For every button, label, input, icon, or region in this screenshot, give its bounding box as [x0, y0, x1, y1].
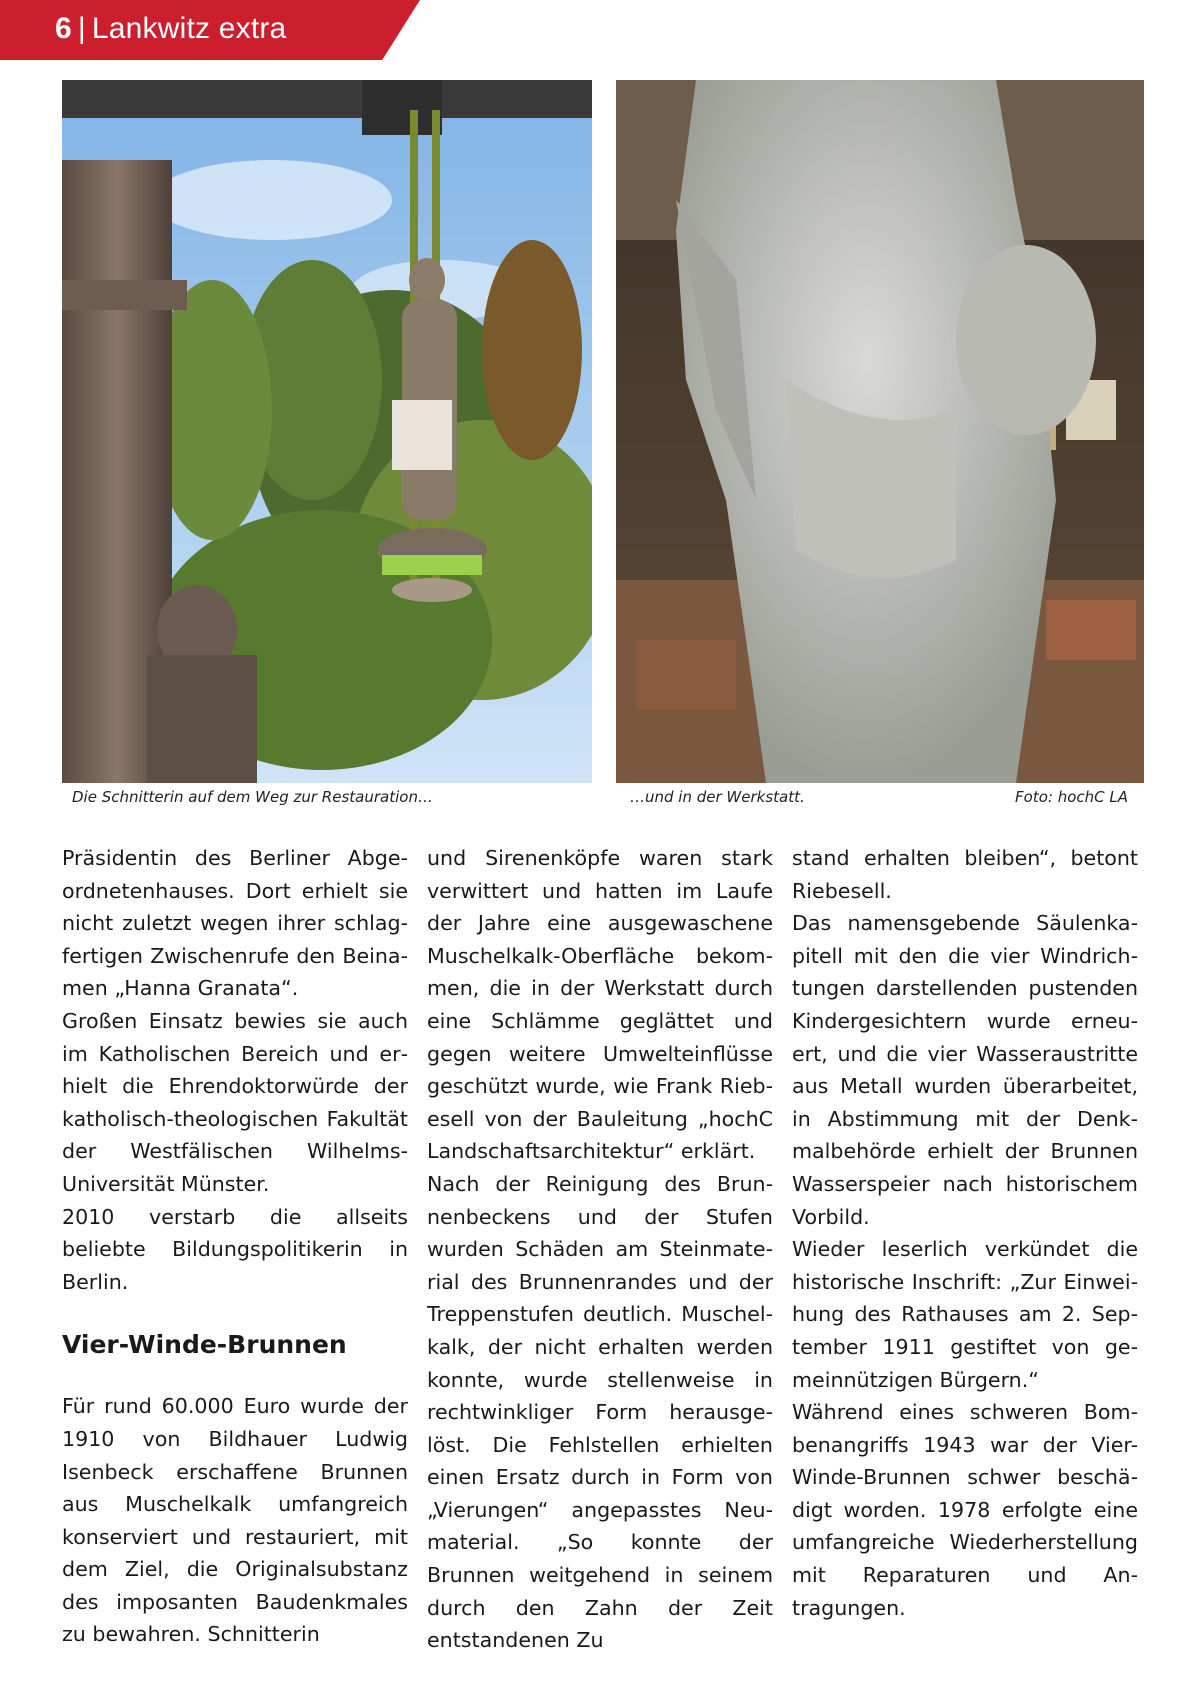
- photo-crane-statue-image: [62, 80, 592, 783]
- subheading: Vier-Winde-Brunnen: [62, 1330, 347, 1360]
- photo-credit: Foto: hochC LA: [1015, 788, 1128, 806]
- page-number: 6: [55, 12, 72, 45]
- photo-statue-workshop: [616, 80, 1144, 783]
- paragraph: 2010 verstarb die allseits beliebte Bildungspolitikerin in Berlin.: [62, 1204, 408, 1294]
- paragraph: Wieder leserlich verkündet die historische Inschrift: „Zur Einweihung des Rathauses am 2. September 1911 gestiftet von gemeinnützigen Bürgern.“: [792, 1237, 1138, 1392]
- paragraph: und Sirenenköpfe waren stark verwittert und hatten im Laufe der Jahre eine ausgewaschene Muschelkalk-Oberfläche bekommen, die in der Werkstatt durch eine Schlämme geglättet und gegen weitere Umwelteinflüsse geschützt wurde, wie Frank Riebesell von der Bauleitung „hochC Landschaftsarchitektur“ erklärt.: [427, 846, 773, 1164]
- paragraph: stand erhalten bleiben“, betont Riebesell.: [792, 846, 1138, 903]
- section-header: [55, 12, 286, 46]
- paragraph: Während eines schweren Bombenangriffs 1943 war der Vier-Winde-Brunnen schwer beschädigt worden. 1978 erfolgte eine umfangreiche Wiederherstellung mit Reparaturen und Antragungen.: [792, 1400, 1138, 1620]
- caption-right: …und in der Werkstatt.: [630, 788, 805, 806]
- paragraph: Großen Einsatz bewies sie auch im Katholischen Bereich und erhielt die Ehrendoktorwürde der katholisch-theologischen Fakultät der Westfälischen Wilhelms-Universität Münster.: [62, 1008, 408, 1196]
- photo-statue-workshop-image: [616, 80, 1144, 783]
- article-column-2: [427, 842, 773, 1657]
- paragraph: Das namensgebende Säulenkapitell mit den die vier Windrichtungen darstellenden pustenden Kindergesichtern wurde erneuert, und die vier Wasseraustritte aus Metall wurden überarbeitet, in Abstimmung mit der Denkmalbehörde erhielt der Brunnen Wasserspeier nach historischem Vorbild.: [792, 911, 1138, 1229]
- caption-left: Die Schnitterin auf dem Weg zur Restauration…: [72, 788, 433, 806]
- photo-crane-statue: [62, 80, 592, 783]
- header-separator: |: [77, 12, 86, 45]
- article-column-1: [62, 842, 408, 1651]
- section-title: Lankwitz extra: [91, 12, 287, 45]
- paragraph: Präsidentin des Berliner Abgeordnetenhauses. Dort erhielt sie nicht zuletzt wegen ihrer schlagfertigen Zwischenrufe den Beinamen „Hanna Granata“.: [62, 846, 408, 1001]
- article-column-3: [792, 842, 1138, 1624]
- paragraph: Nach der Reinigung des Brunnenbeckens und der Stufen wurden Schäden am Steinmaterial des Brunnenrandes und der Treppenstufen deutlich. Muschelkalk, der nicht erhalten werden konnte, wurde stellenweise in rechtwinkliger Form herausgelöst. Die Fehlstellen erhielten einen Ersatz durch in Form von „Vierungen“ angepasstes Neumaterial. „So konnte der Brunnen weitgehend in seinem durch den Zahn der Zeit entstandenen Zu: [427, 1171, 773, 1653]
- paragraph: Für rund 60.000 Euro wurde der 1910 von Bildhauer Ludwig Isenbeck erschaffene Brunnen aus Muschelkalk umfangreich konserviert und restauriert, mit dem Ziel, die Originalsubstanz des imposanten Baudenkmales zu bewahren. Schnitterin: [62, 1394, 408, 1647]
